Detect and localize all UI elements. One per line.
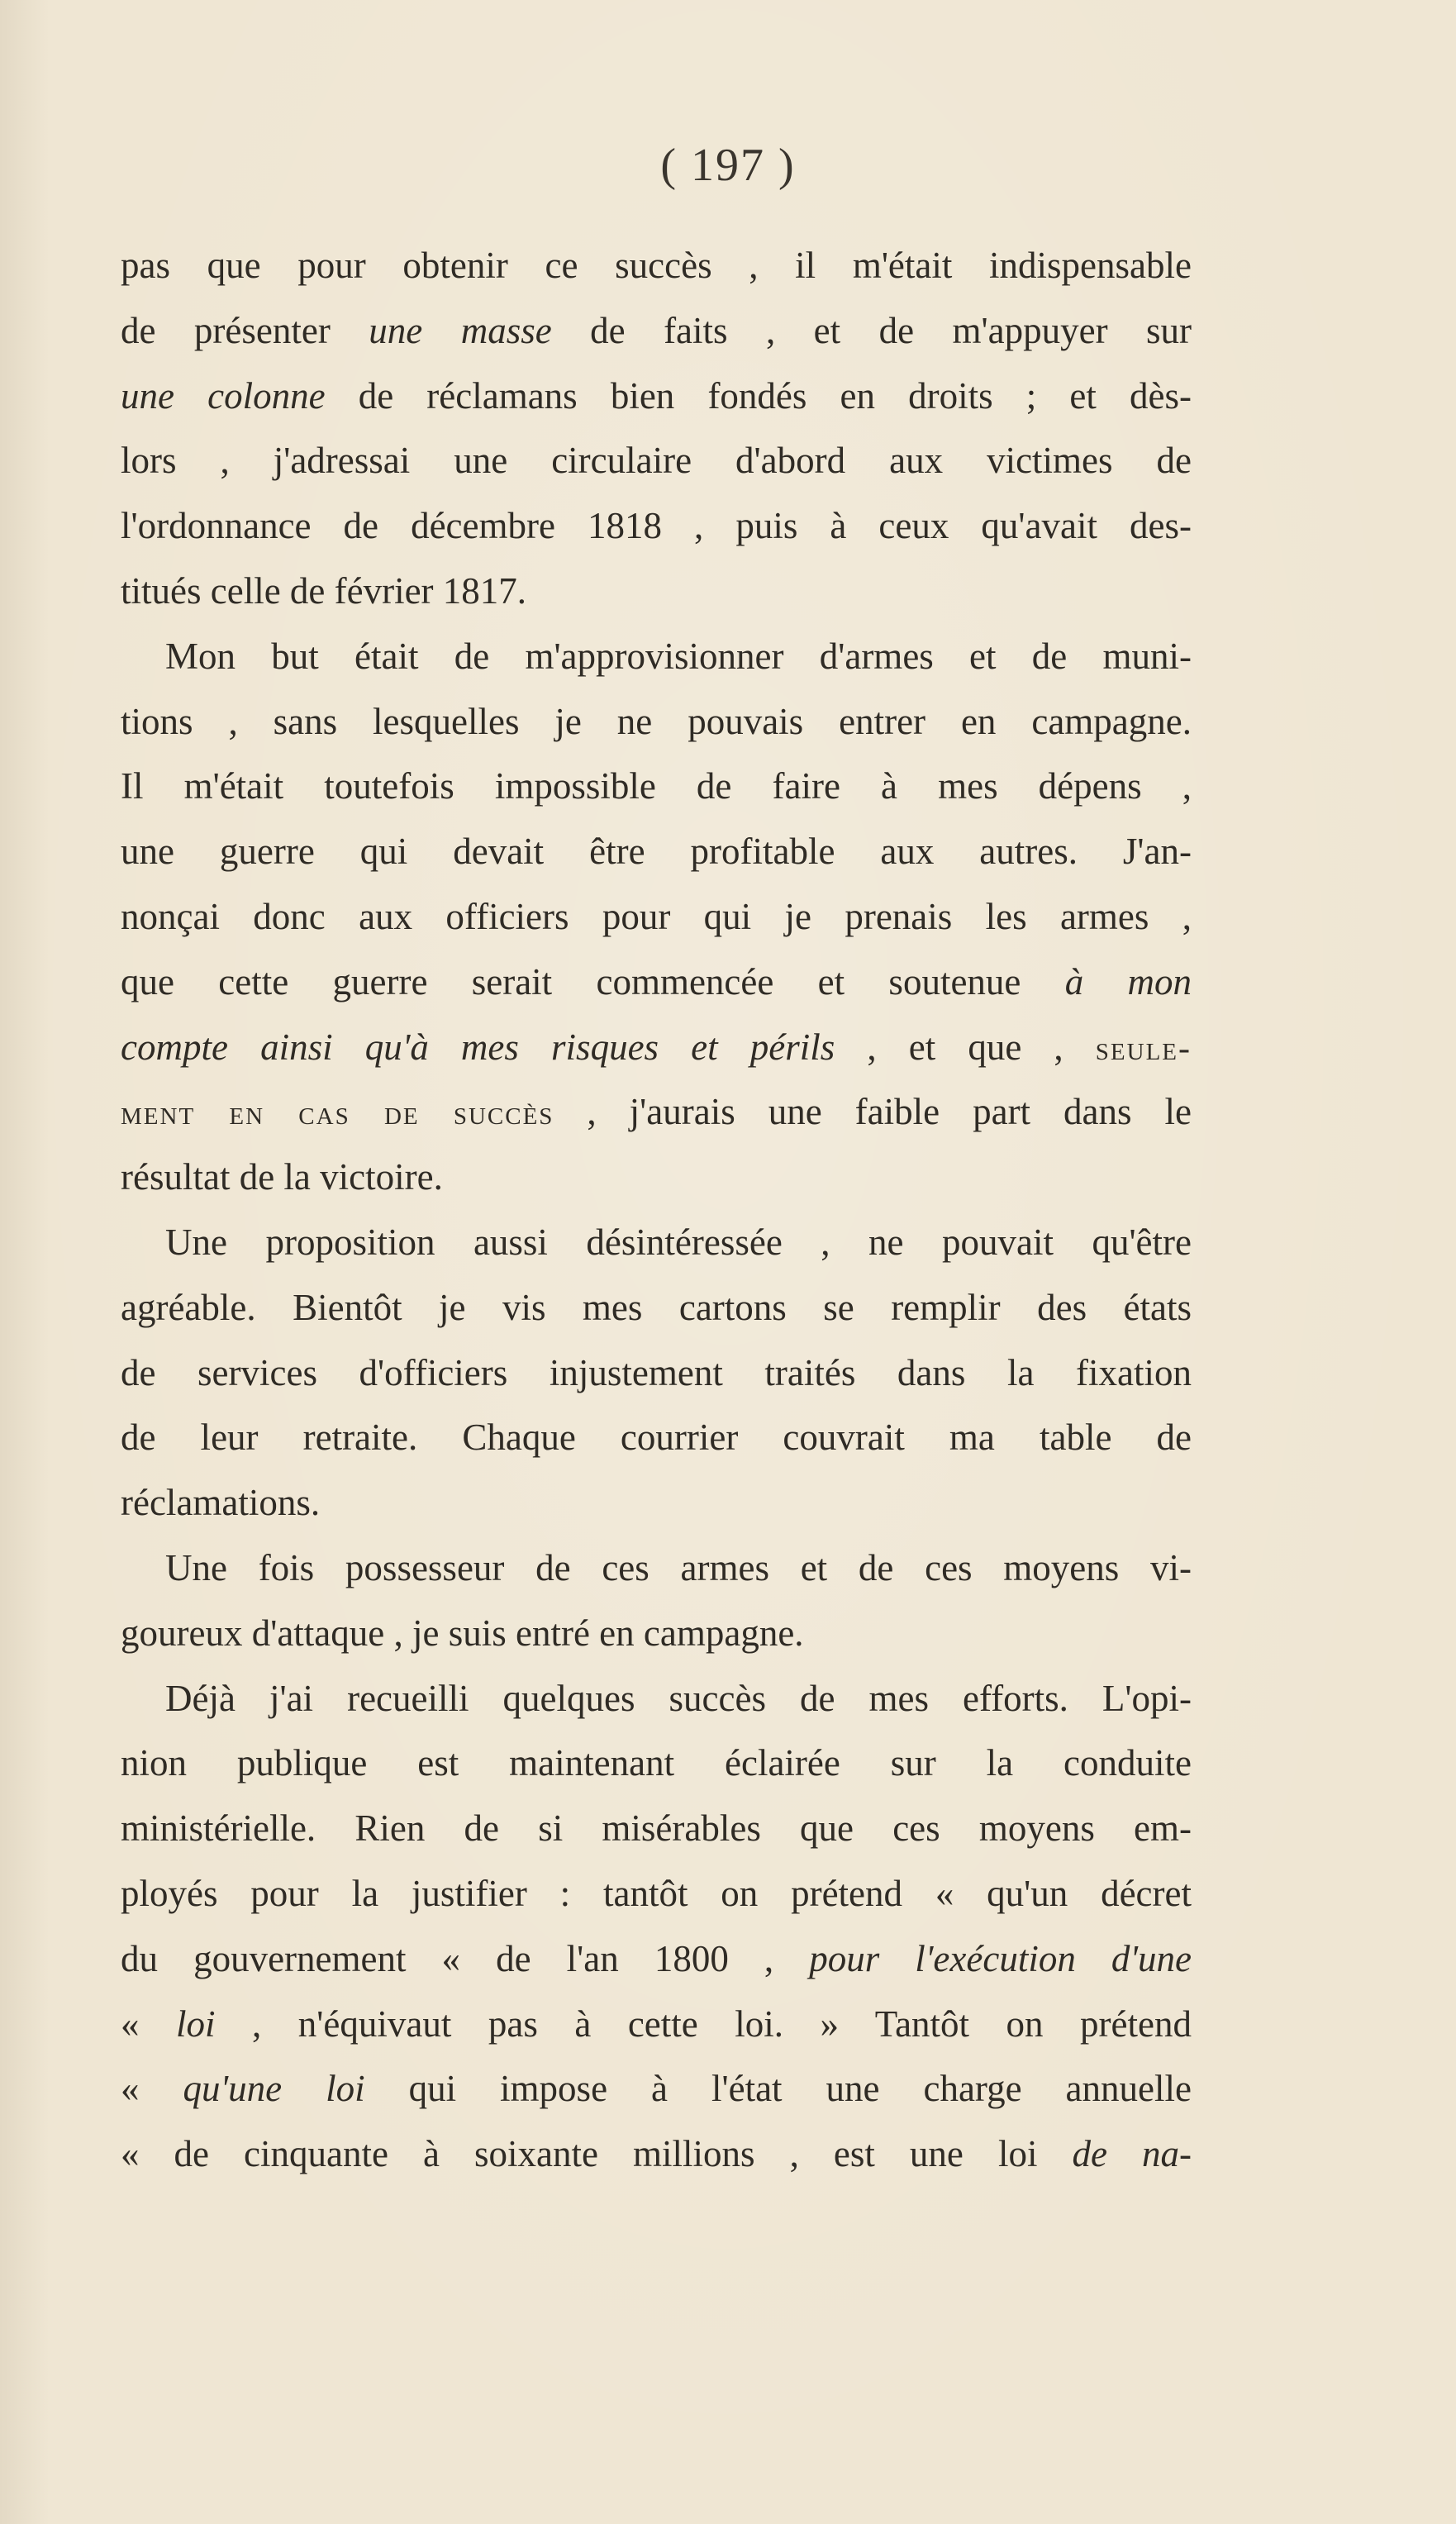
text-line: lors , j'adressai une circulaire d'abord aux victimes de [121, 440, 1192, 482]
text-line: réclamations. [121, 1482, 321, 1524]
text-line: de leur retraite. Chaque courrier couvrait ma table de [121, 1417, 1192, 1459]
text-span: « de cinquante à soixante millions , est une loi [121, 2133, 1073, 2175]
text-span: qui impose à l'état une charge annuelle [364, 2068, 1192, 2110]
page-number: ( 197 ) [660, 140, 796, 191]
text-line: Il m'était toutefois impossible de faire à mes dépens , [121, 765, 1192, 807]
text-line: ployés pour la justifier : tantôt on prétend « qu'un décret [121, 1872, 1192, 1914]
text-line: agréable. Bientôt je vis mes cartons se remplir des états [121, 1286, 1192, 1328]
text-line: de services d'officiers injustement traités dans la fixation [121, 1351, 1192, 1393]
italic-span: qu'une loi [183, 2068, 365, 2110]
text-line [121, 364, 1192, 429]
text-line: nonçai donc aux officiers pour qui je prenais les armes , [121, 895, 1192, 937]
italic-span: une colonne [121, 374, 326, 417]
text-line [121, 1926, 1192, 1992]
text-span: de réclamans bien fondés en droits ; et dès- [325, 374, 1192, 417]
text-span: , n'équivaut pas à cette loi. » Tantôt on prétend [215, 2003, 1192, 2045]
text-line [121, 1079, 1192, 1145]
italic-span: compte ainsi qu'à mes risques et périls [121, 1026, 835, 1068]
text-span: de faits , et de m'appuyer sur [551, 309, 1192, 351]
text-line: titués celle de février 1817. [121, 569, 527, 612]
text-line: pas que pour obtenir ce succès , il m'était indispensable [121, 245, 1192, 286]
italic-span: pour l'exécution d'une [809, 1937, 1192, 1979]
italic-span: à mon [1064, 960, 1192, 1002]
text-line: une guerre qui devait être profitable aux autres. J'an- [121, 831, 1192, 873]
italic-span: de na- [1072, 2133, 1192, 2175]
text-line: ministérielle. Rien de si misérables que ces moyens em- [121, 1807, 1192, 1850]
text-line: l'ordonnance de décembre 1818 , puis à ceux qu'avait des- [121, 505, 1192, 547]
text-line: résultat de la victoire. [121, 1156, 443, 1198]
body-text [121, 233, 1192, 2187]
text-span: que cette guerre serait commencée et soutenue [121, 960, 1065, 1002]
text-line: Une proposition aussi désintéressée , ne pouvait qu'être [165, 1221, 1192, 1263]
text-span: , j'aurais une faible part dans le [554, 1091, 1192, 1133]
text-line: tions , sans lesquelles je ne pouvais entrer en campagne. [121, 700, 1192, 742]
small-caps-span: ment en cas de succès [121, 1094, 554, 1133]
small-caps-span: seule- [1095, 1029, 1192, 1068]
italic-span: loi [176, 2003, 216, 2045]
italic-span: une masse [369, 309, 552, 351]
text-line [121, 2122, 1192, 2187]
text-line [121, 298, 1192, 364]
text-line: nion publique est maintenant éclairée sur la conduite [121, 1742, 1192, 1784]
text-span: du gouvernement « de l'an 1800 , [121, 1937, 810, 1979]
text-line [121, 950, 1192, 1015]
text-span: « [121, 2003, 177, 2045]
text-span: de présenter [121, 309, 369, 351]
text-span: , et que , [835, 1026, 1096, 1068]
text-line: goureux d'attaque , je suis entré en campagne. [121, 1612, 804, 1654]
text-line [121, 1992, 1192, 2057]
text-line [121, 2056, 1192, 2122]
text-span: « [121, 2068, 183, 2110]
text-line: Déjà j'ai recueilli quelques succès de mes efforts. L'opi- [165, 1677, 1192, 1719]
text-line [121, 1015, 1192, 1080]
text-line: Mon but était de m'approvisionner d'armes et de muni- [165, 635, 1192, 677]
text-line: Une fois possesseur de ces armes et de ces moyens vi- [165, 1546, 1192, 1588]
